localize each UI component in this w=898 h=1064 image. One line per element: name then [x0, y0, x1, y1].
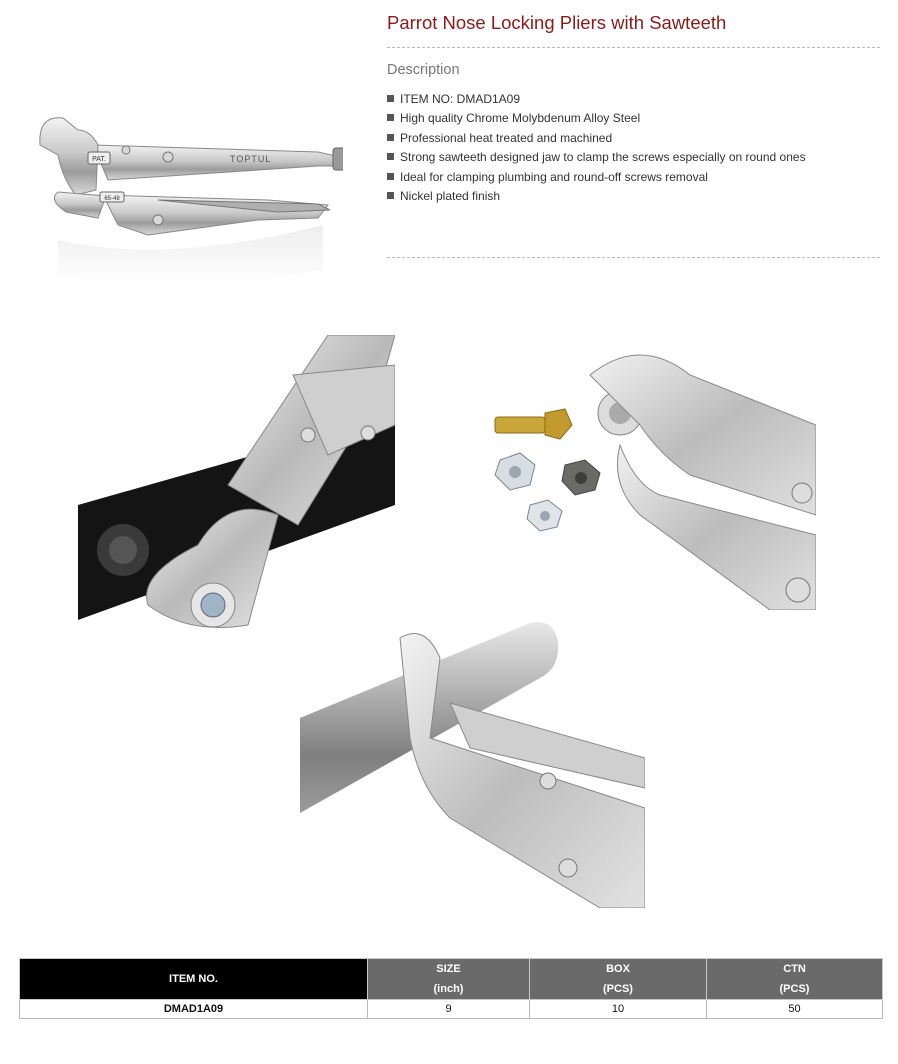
bullet-icon [387, 114, 394, 121]
brand-stamp: TOPTUL [230, 154, 272, 164]
list-item: Nickel plated finish [387, 187, 887, 206]
usage-photo-bar [300, 618, 645, 908]
bullet-icon [387, 173, 394, 180]
cell-size: 9 [368, 1000, 530, 1019]
cell-ctn: 50 [707, 1000, 883, 1019]
pat-stamp: PAT. [92, 156, 106, 163]
list-item: High quality Chrome Molybdenum Alloy Steel [387, 109, 887, 128]
col-item-no: ITEM NO. [20, 959, 368, 1000]
divider-bottom [387, 257, 880, 258]
usage-photo-nuts [490, 335, 816, 610]
table-row [20, 1000, 883, 1019]
table-header-row [20, 959, 883, 1000]
list-item: Strong sawteeth designed jaw to clamp the screws especially on round ones [387, 148, 887, 167]
bullet-icon [387, 153, 394, 160]
bullet-icon [387, 95, 394, 102]
cell-box: 10 [530, 1000, 707, 1019]
list-item: ITEM NO: DMAD1A09 [387, 90, 887, 109]
col-box: BOX (PCS) [530, 959, 707, 1000]
feature-list [387, 90, 887, 206]
list-item: Ideal for clamping plumbing and round-off screws removal [387, 168, 887, 187]
description-label: Description [387, 62, 460, 78]
usage-photo-plate [78, 335, 395, 645]
cell-item-no: DMAD1A09 [20, 1000, 368, 1019]
product-image [18, 100, 343, 300]
product-title: Parrot Nose Locking Pliers with Sawteeth [387, 12, 727, 33]
bullet-icon [387, 134, 394, 141]
col-ctn: CTN (PCS) [707, 959, 883, 1000]
divider-top [387, 47, 880, 48]
bullet-icon [387, 192, 394, 199]
pliers-illustration [18, 100, 343, 300]
list-item: Professional heat treated and machined [387, 129, 887, 148]
spec-table [19, 958, 883, 1019]
col-size: SIZE (inch) [368, 959, 530, 1000]
size-stamp: 65-48 [104, 196, 120, 202]
